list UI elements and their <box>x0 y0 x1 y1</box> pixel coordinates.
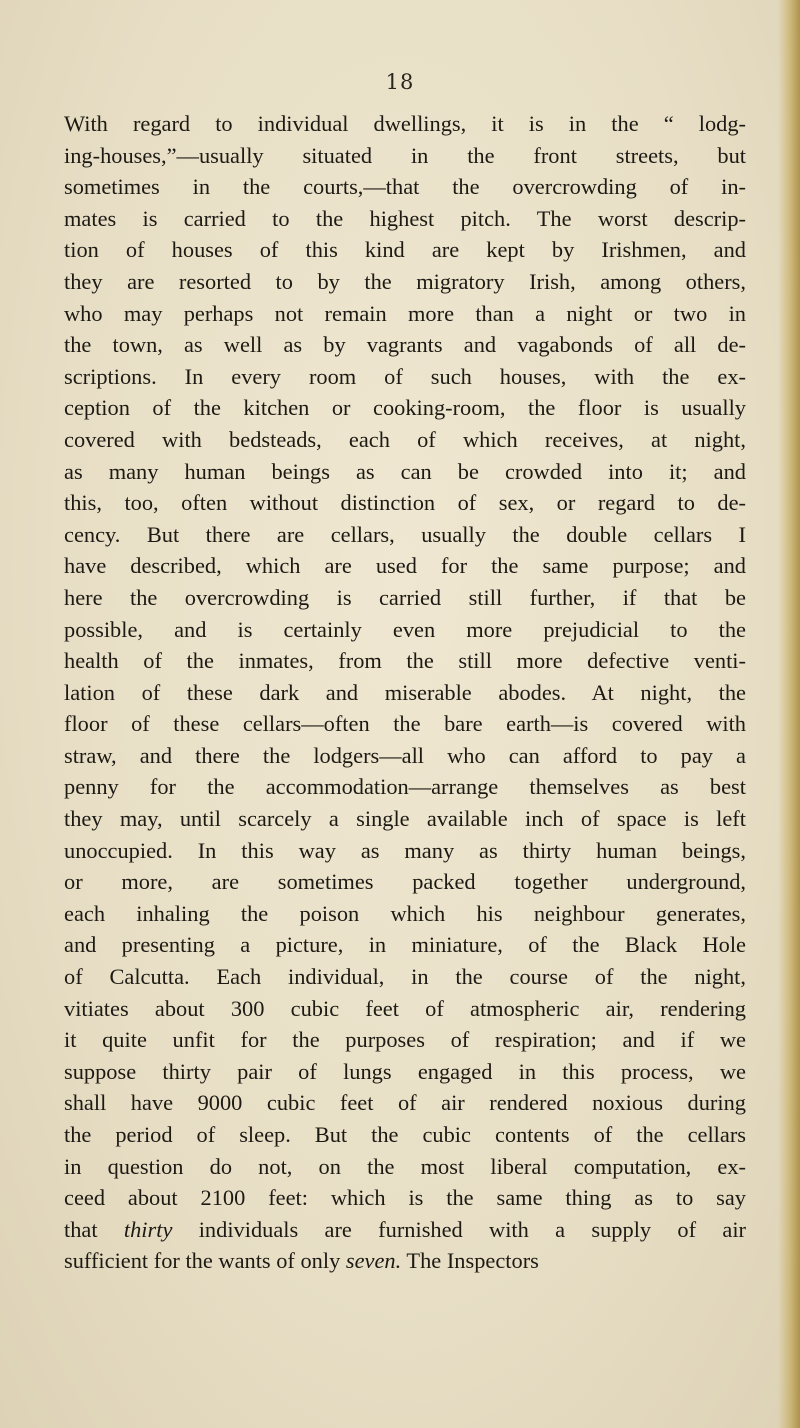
text-line: the period of sleep. But the cubic contents of the cellars <box>64 1122 746 1147</box>
body-paragraph <box>64 108 746 1277</box>
text-line: floor of these cellars—often the bare earth—is covered with <box>64 711 746 737</box>
italic-word-seven: seven. <box>345 1248 402 1274</box>
text-line: health of the inmates, from the still more defective venti- <box>64 648 746 674</box>
text-line: ing-houses,”—usually situated in the front streets, but <box>64 142 746 168</box>
text-line: shall have 9000 cubic feet of air rendered noxious during <box>64 1090 746 1116</box>
text-line: in question do not, on the most liberal computation, ex- <box>64 1153 746 1179</box>
text-line: here the overcrowding is carried still further, if that be <box>64 584 746 610</box>
line-36-end: individuals are furnished with a supply of air <box>172 1216 746 1242</box>
line-36-start: that <box>64 1216 124 1242</box>
text-line: straw, and there the lodgers—all who can afford to pay a <box>64 742 746 768</box>
text-line: sometimes in the courts,—that the overcrowding of in- <box>64 174 746 200</box>
line-37-start: sufficient for the wants of only <box>64 1248 346 1274</box>
text-line: vitiates about 300 cubic feet of atmospheric air, rendering <box>64 995 746 1021</box>
text-line: each inhaling the poison which his neighbour generates, <box>64 900 746 926</box>
text-line: they are resorted to by the migratory Irish, among others, <box>64 268 746 294</box>
text-line: as many human beings as can be crowded into it; and <box>64 458 746 484</box>
text-line: it quite unfit for the purposes of respiration; and if we <box>64 1027 746 1053</box>
text-line: have described, which are used for the same purpose; and <box>64 553 746 579</box>
text-line: With regard to individual dwellings, it is in the “ lodg- <box>64 111 746 136</box>
line-37-end: The Inspectors <box>401 1248 539 1274</box>
text-line: the town, as well as by vagrants and vagabonds of all de- <box>64 332 746 358</box>
text-line: suppose thirty pair of lungs engaged in this process, we <box>64 1058 746 1084</box>
text-line <box>64 1245 746 1277</box>
text-line: unoccupied. In this way as many as thirty human beings, <box>64 837 746 863</box>
text-line: covered with bedsteads, each of which receives, at night, <box>64 426 746 452</box>
text-line: mates is carried to the highest pitch. The worst descrip- <box>64 205 746 231</box>
text-line: they may, until scarcely a single available inch of space is left <box>64 806 746 832</box>
page-number: 18 <box>385 70 415 94</box>
text-line: penny for the accommodation—arrange themselves as best <box>64 774 746 800</box>
page-edge-shadow <box>778 0 800 1428</box>
text-line: ception of the kitchen or cooking-room, the floor is usually <box>64 395 746 421</box>
text-line: possible, and is certainly even more prejudicial to the <box>64 616 746 642</box>
text-line: this, too, often without distinction of sex, or regard to de- <box>64 490 746 516</box>
italic-word-thirty: thirty <box>123 1216 173 1242</box>
text-line <box>64 1214 746 1246</box>
text-line: cency. But there are cellars, usually the double cellars I <box>64 521 746 547</box>
text-line: ceed about 2100 feet: which is the same thing as to say <box>64 1185 746 1211</box>
text-line: or more, are sometimes packed together underground, <box>64 869 746 895</box>
text-line: who may perhaps not remain more than a night or two in <box>64 300 746 326</box>
text-line: of Calcutta. Each individual, in the course of the night, <box>64 964 746 990</box>
text-line: scriptions. In every room of such houses, with the ex- <box>64 363 746 389</box>
text-line: tion of houses of this kind are kept by Irishmen, and <box>64 237 746 263</box>
text-line: and presenting a picture, in miniature, of the Black Hole <box>64 932 746 958</box>
text-line: lation of these dark and miserable abodes. At night, the <box>64 679 746 705</box>
